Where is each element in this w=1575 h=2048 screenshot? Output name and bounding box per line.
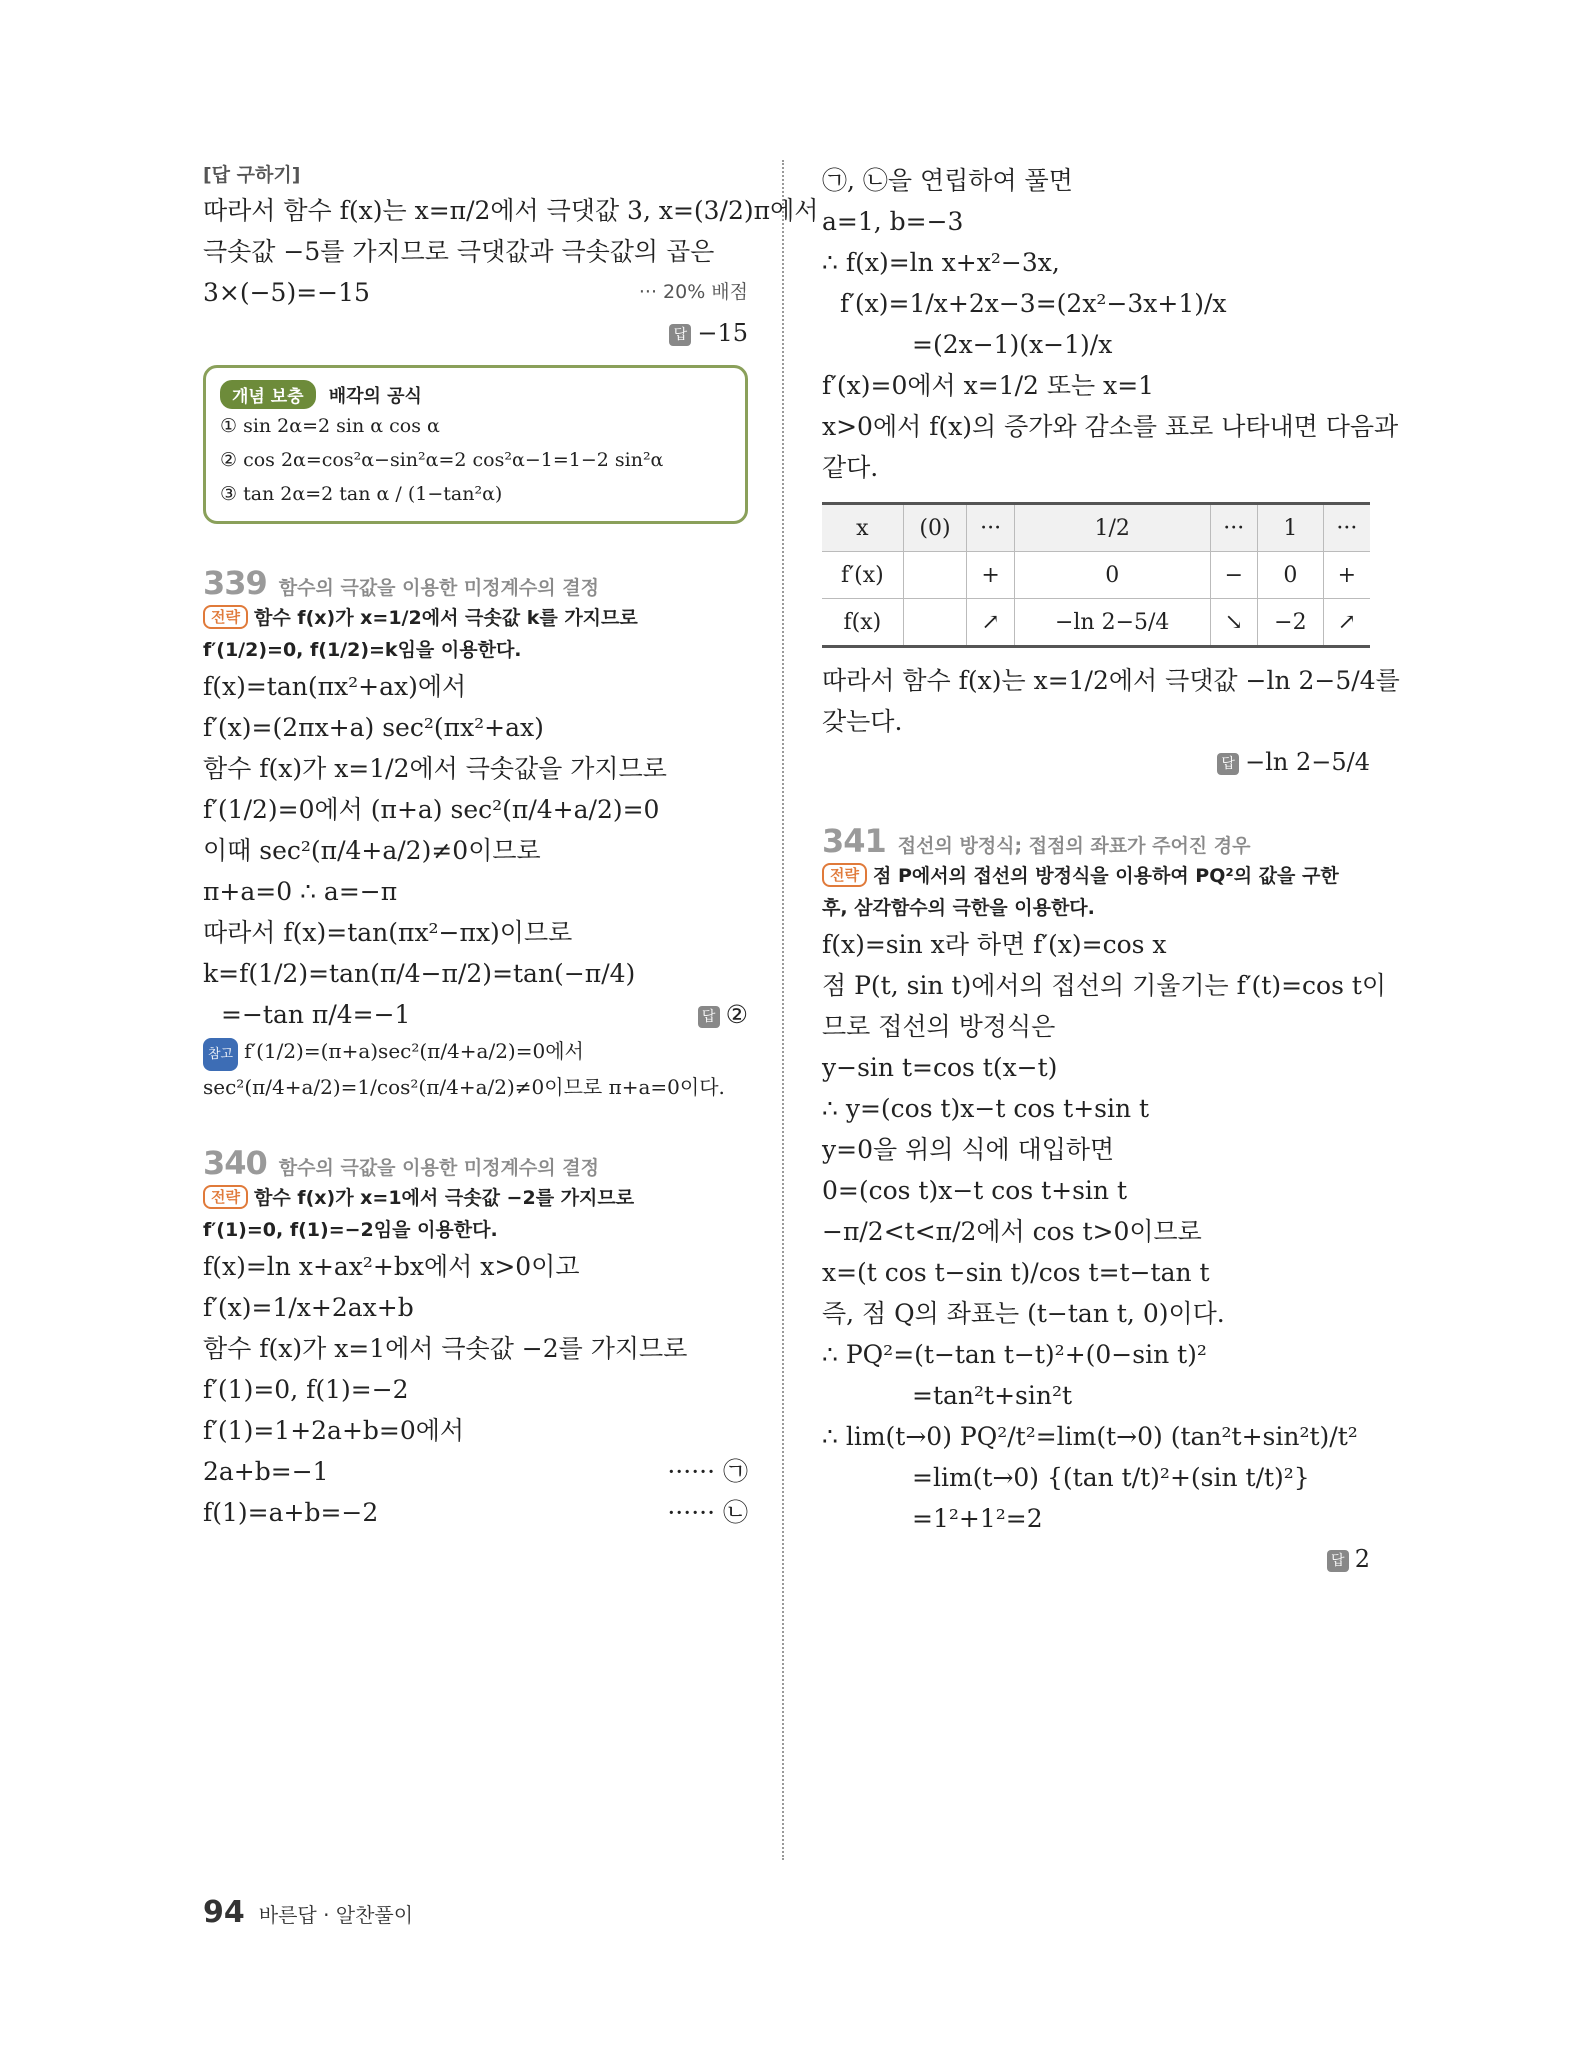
- answer-marker: [698, 994, 748, 1035]
- solution-line: f′(x)=(2πx+a) sec²(πx²+ax): [203, 713, 544, 742]
- note-line: [203, 1035, 748, 1071]
- solution-text: =−tan π/4=−1: [221, 1000, 411, 1029]
- problem-340-header: [203, 1144, 748, 1182]
- solution-line: x=(t cos t−sin t)/cos t=t−tan t: [822, 1258, 1210, 1287]
- solution-line: ∴ f(x)=ln x+x²−3x,: [822, 248, 1060, 277]
- formula-item: ① sin 2α=2 sin α cos α: [220, 415, 440, 437]
- note-tag: 참고: [203, 1038, 238, 1071]
- solution-line: =lim(t→0) {(tan t/t)²+(sin t/t)²}: [912, 1463, 1310, 1492]
- text-line: 따라서 함수 f(x)는 x=π/2에서 극댓값 3, x=(3/2)π에서: [203, 196, 819, 225]
- solution-line: π+a=0 ∴ a=−π: [203, 877, 398, 906]
- table-cell: −ln 2−5/4: [1014, 599, 1210, 647]
- table-cell: x: [822, 504, 903, 552]
- text-line: [203, 272, 748, 313]
- solution-line: 이때 sec²(π/4+a/2)≠0이므로: [203, 836, 541, 865]
- solution-line: f′(x)=1/x+2x−3=(2x²−3x+1)/x: [840, 289, 1227, 318]
- problem-title: 접선의 방정식; 접점의 좌표가 주어진 경우: [897, 835, 1251, 857]
- solution-line: y−sin t=cos t(x−t): [822, 1053, 1058, 1082]
- section-tag: [답 구하기]: [203, 164, 301, 186]
- problem-title: 함수의 극값을 이용한 미정계수의 결정: [278, 577, 599, 599]
- solution-line: f′(1/2)=0에서 (π+a) sec²(π/4+a/2)=0: [203, 795, 660, 824]
- problem-number: 339: [203, 564, 267, 602]
- table-row: [822, 552, 1370, 599]
- solution-line: 따라서 함수 f(x)는 x=1/2에서 극댓값 −ln 2−5/4를: [822, 666, 1400, 695]
- strategy-text: 함수 f(x)가 x=1/2에서 극솟값 k를 가지므로: [253, 607, 638, 629]
- table-cell: 1: [1258, 504, 1324, 552]
- solution-line: 따라서 f(x)=tan(πx²−πx)이므로: [203, 918, 573, 947]
- table-row: [822, 504, 1370, 552]
- strategy-tag: 전략: [203, 1185, 248, 1209]
- answer-line: [822, 742, 1370, 782]
- solution-line: f′(x)=0에서 x=1/2 또는 x=1: [822, 371, 1155, 400]
- equation-marker: ······ ㉠: [667, 1457, 748, 1486]
- page-number: 94: [203, 1895, 245, 1930]
- table-cell: ···: [1210, 504, 1258, 552]
- table-cell: −2: [1258, 599, 1324, 647]
- solution-line: 함수 f(x)가 x=1에서 극솟값 −2를 가지므로: [203, 1334, 688, 1363]
- solution-line: 점 P(t, sin t)에서의 접선의 기울기는 f′(t)=cos t이: [822, 971, 1387, 1000]
- strategy-line: f′(1/2)=0, f(1/2)=k임을 이용한다.: [203, 639, 522, 661]
- page-footer: [203, 1895, 413, 1930]
- variation-table: [822, 502, 1370, 648]
- answer-badge: 답: [698, 1006, 720, 1028]
- solution-text: f(1)=a+b=−2: [203, 1498, 379, 1527]
- table-cell: [903, 552, 967, 599]
- strategy-text: 함수 f(x)가 x=1에서 극솟값 −2를 가지므로: [253, 1187, 635, 1209]
- strategy-tag: 전략: [822, 863, 867, 887]
- result-expression: 3×(−5)=−15: [203, 278, 370, 307]
- table-cell: f(x): [822, 599, 903, 647]
- table-cell: −: [1210, 552, 1258, 599]
- solution-line: [203, 1451, 748, 1492]
- solution-line: [203, 1492, 748, 1533]
- solution-line: f(x)=tan(πx²+ax)에서: [203, 672, 467, 701]
- solution-line: a=1, b=−3: [822, 207, 964, 236]
- solution-line: y=0을 위의 식에 대입하면: [822, 1135, 1115, 1164]
- answer-line: [203, 313, 748, 353]
- left-column: [203, 160, 819, 1533]
- table-cell: ↗: [1323, 599, 1370, 647]
- solution-line: ∴ lim(t→0) PQ²/t²=lim(t→0) (tan²t+sin²t)/t²: [822, 1422, 1358, 1451]
- problem-number: 340: [203, 1144, 267, 1182]
- solution-line: f(x)=ln x+ax²+bx에서 x>0이고: [203, 1252, 580, 1281]
- solution-line: =(2x−1)(x−1)/x: [912, 330, 1113, 359]
- table-cell: ↗: [967, 599, 1015, 647]
- answer-value: 2: [1354, 1545, 1370, 1573]
- score-tag: ··· 20% 배점: [638, 281, 748, 303]
- solution-line: k=f(1/2)=tan(π/4−π/2)=tan(−π/4): [203, 959, 636, 988]
- problem-number: 341: [822, 822, 886, 860]
- answer-value: −15: [697, 319, 748, 347]
- answer-line: [822, 1539, 1370, 1579]
- solution-line: =tan²t+sin²t: [912, 1381, 1073, 1410]
- concept-title: 배각의 공식: [328, 386, 422, 407]
- table-cell: 0: [1014, 552, 1210, 599]
- table-cell: ···: [1323, 504, 1370, 552]
- solution-line: −π/2<t<π/2에서 cos t>0이므로: [822, 1217, 1202, 1246]
- strategy-line: f′(1)=0, f(1)=−2임을 이용한다.: [203, 1219, 498, 1241]
- answer-badge: 답: [669, 324, 691, 346]
- formula-item: ③ tan 2α=2 tan α / (1−tan²α): [220, 483, 503, 505]
- answer-value: −ln 2−5/4: [1245, 748, 1370, 776]
- solution-line: f′(1)=0, f(1)=−2: [203, 1375, 409, 1404]
- table-cell: ···: [967, 504, 1015, 552]
- answer-badge: 답: [1327, 1550, 1349, 1572]
- table-row: [822, 599, 1370, 647]
- table-cell: f′(x): [822, 552, 903, 599]
- text-line: 극솟값 −5를 가지므로 극댓값과 극솟값의 곱은: [203, 237, 715, 266]
- solution-line: =1²+1²=2: [912, 1504, 1043, 1533]
- strategy-line: 후, 삼각함수의 극한을 이용한다.: [822, 897, 1095, 919]
- solution-line: ㉠, ㉡을 연립하여 풀면: [822, 166, 1073, 195]
- solution-line: f(x)=sin x라 하면 f′(x)=cos x: [822, 930, 1167, 959]
- solution-line: 0=(cos t)x−t cos t+sin t: [822, 1176, 1128, 1205]
- note-line: sec²(π/4+a/2)=1/cos²(π/4+a/2)≠0이므로 π+a=0이다.: [203, 1075, 725, 1099]
- table-cell: (0): [903, 504, 967, 552]
- strategy-line: [203, 602, 748, 634]
- solution-line: ∴ PQ²=(t−tan t−t)²+(0−sin t)²: [822, 1340, 1207, 1369]
- strategy-line: [822, 860, 1370, 892]
- answer-value: ②: [725, 1000, 748, 1029]
- problem-title: 함수의 극값을 이용한 미정계수의 결정: [278, 1157, 599, 1179]
- concept-box-header: [220, 380, 729, 409]
- strategy-text: 점 P에서의 접선의 방정식을 이용하여 PQ²의 값을 구한: [872, 865, 1339, 887]
- solution-line: x>0에서 f(x)의 증가와 감소를 표로 나타내면 다음과: [822, 412, 1399, 441]
- note-text: f′(1/2)=(π+a)sec²(π/4+a/2)=0에서: [244, 1039, 584, 1063]
- solution-line: 므로 접선의 방정식은: [822, 1012, 1056, 1041]
- equation-marker: ······ ㉡: [667, 1498, 748, 1527]
- concept-box: [203, 365, 748, 524]
- table-cell: 1/2: [1014, 504, 1210, 552]
- solution-line: 갖는다.: [822, 707, 903, 736]
- solution-text: 2a+b=−1: [203, 1457, 329, 1486]
- problem-341-header: [822, 822, 1370, 860]
- solution-line: 같다.: [822, 453, 879, 482]
- solution-line: 즉, 점 Q의 좌표는 (t−tan t, 0)이다.: [822, 1299, 1225, 1328]
- book-name: 바른답 · 알찬풀이: [258, 1903, 414, 1927]
- table-cell: 0: [1258, 552, 1324, 599]
- solution-line: ∴ y=(cos t)x−t cos t+sin t: [822, 1094, 1150, 1123]
- solution-line: f′(x)=1/x+2ax+b: [203, 1293, 414, 1322]
- concept-label: 개념 보충: [220, 380, 316, 409]
- formula-item: ② cos 2α=cos²α−sin²α=2 cos²α−1=1−2 sin²α: [220, 449, 664, 471]
- solution-line: 함수 f(x)가 x=1/2에서 극솟값을 가지므로: [203, 754, 667, 783]
- column-divider: [782, 160, 784, 1860]
- table-cell: ↘: [1210, 599, 1258, 647]
- strategy-tag: 전략: [203, 605, 248, 629]
- solution-line: [203, 994, 748, 1035]
- solution-line: f′(1)=1+2a+b=0에서: [203, 1416, 465, 1445]
- table-cell: +: [1323, 552, 1370, 599]
- problem-339-header: [203, 564, 748, 602]
- table-cell: [903, 599, 967, 647]
- answer-badge: 답: [1217, 753, 1239, 775]
- right-column: [822, 160, 1400, 1579]
- strategy-line: [203, 1182, 748, 1214]
- table-cell: +: [967, 552, 1015, 599]
